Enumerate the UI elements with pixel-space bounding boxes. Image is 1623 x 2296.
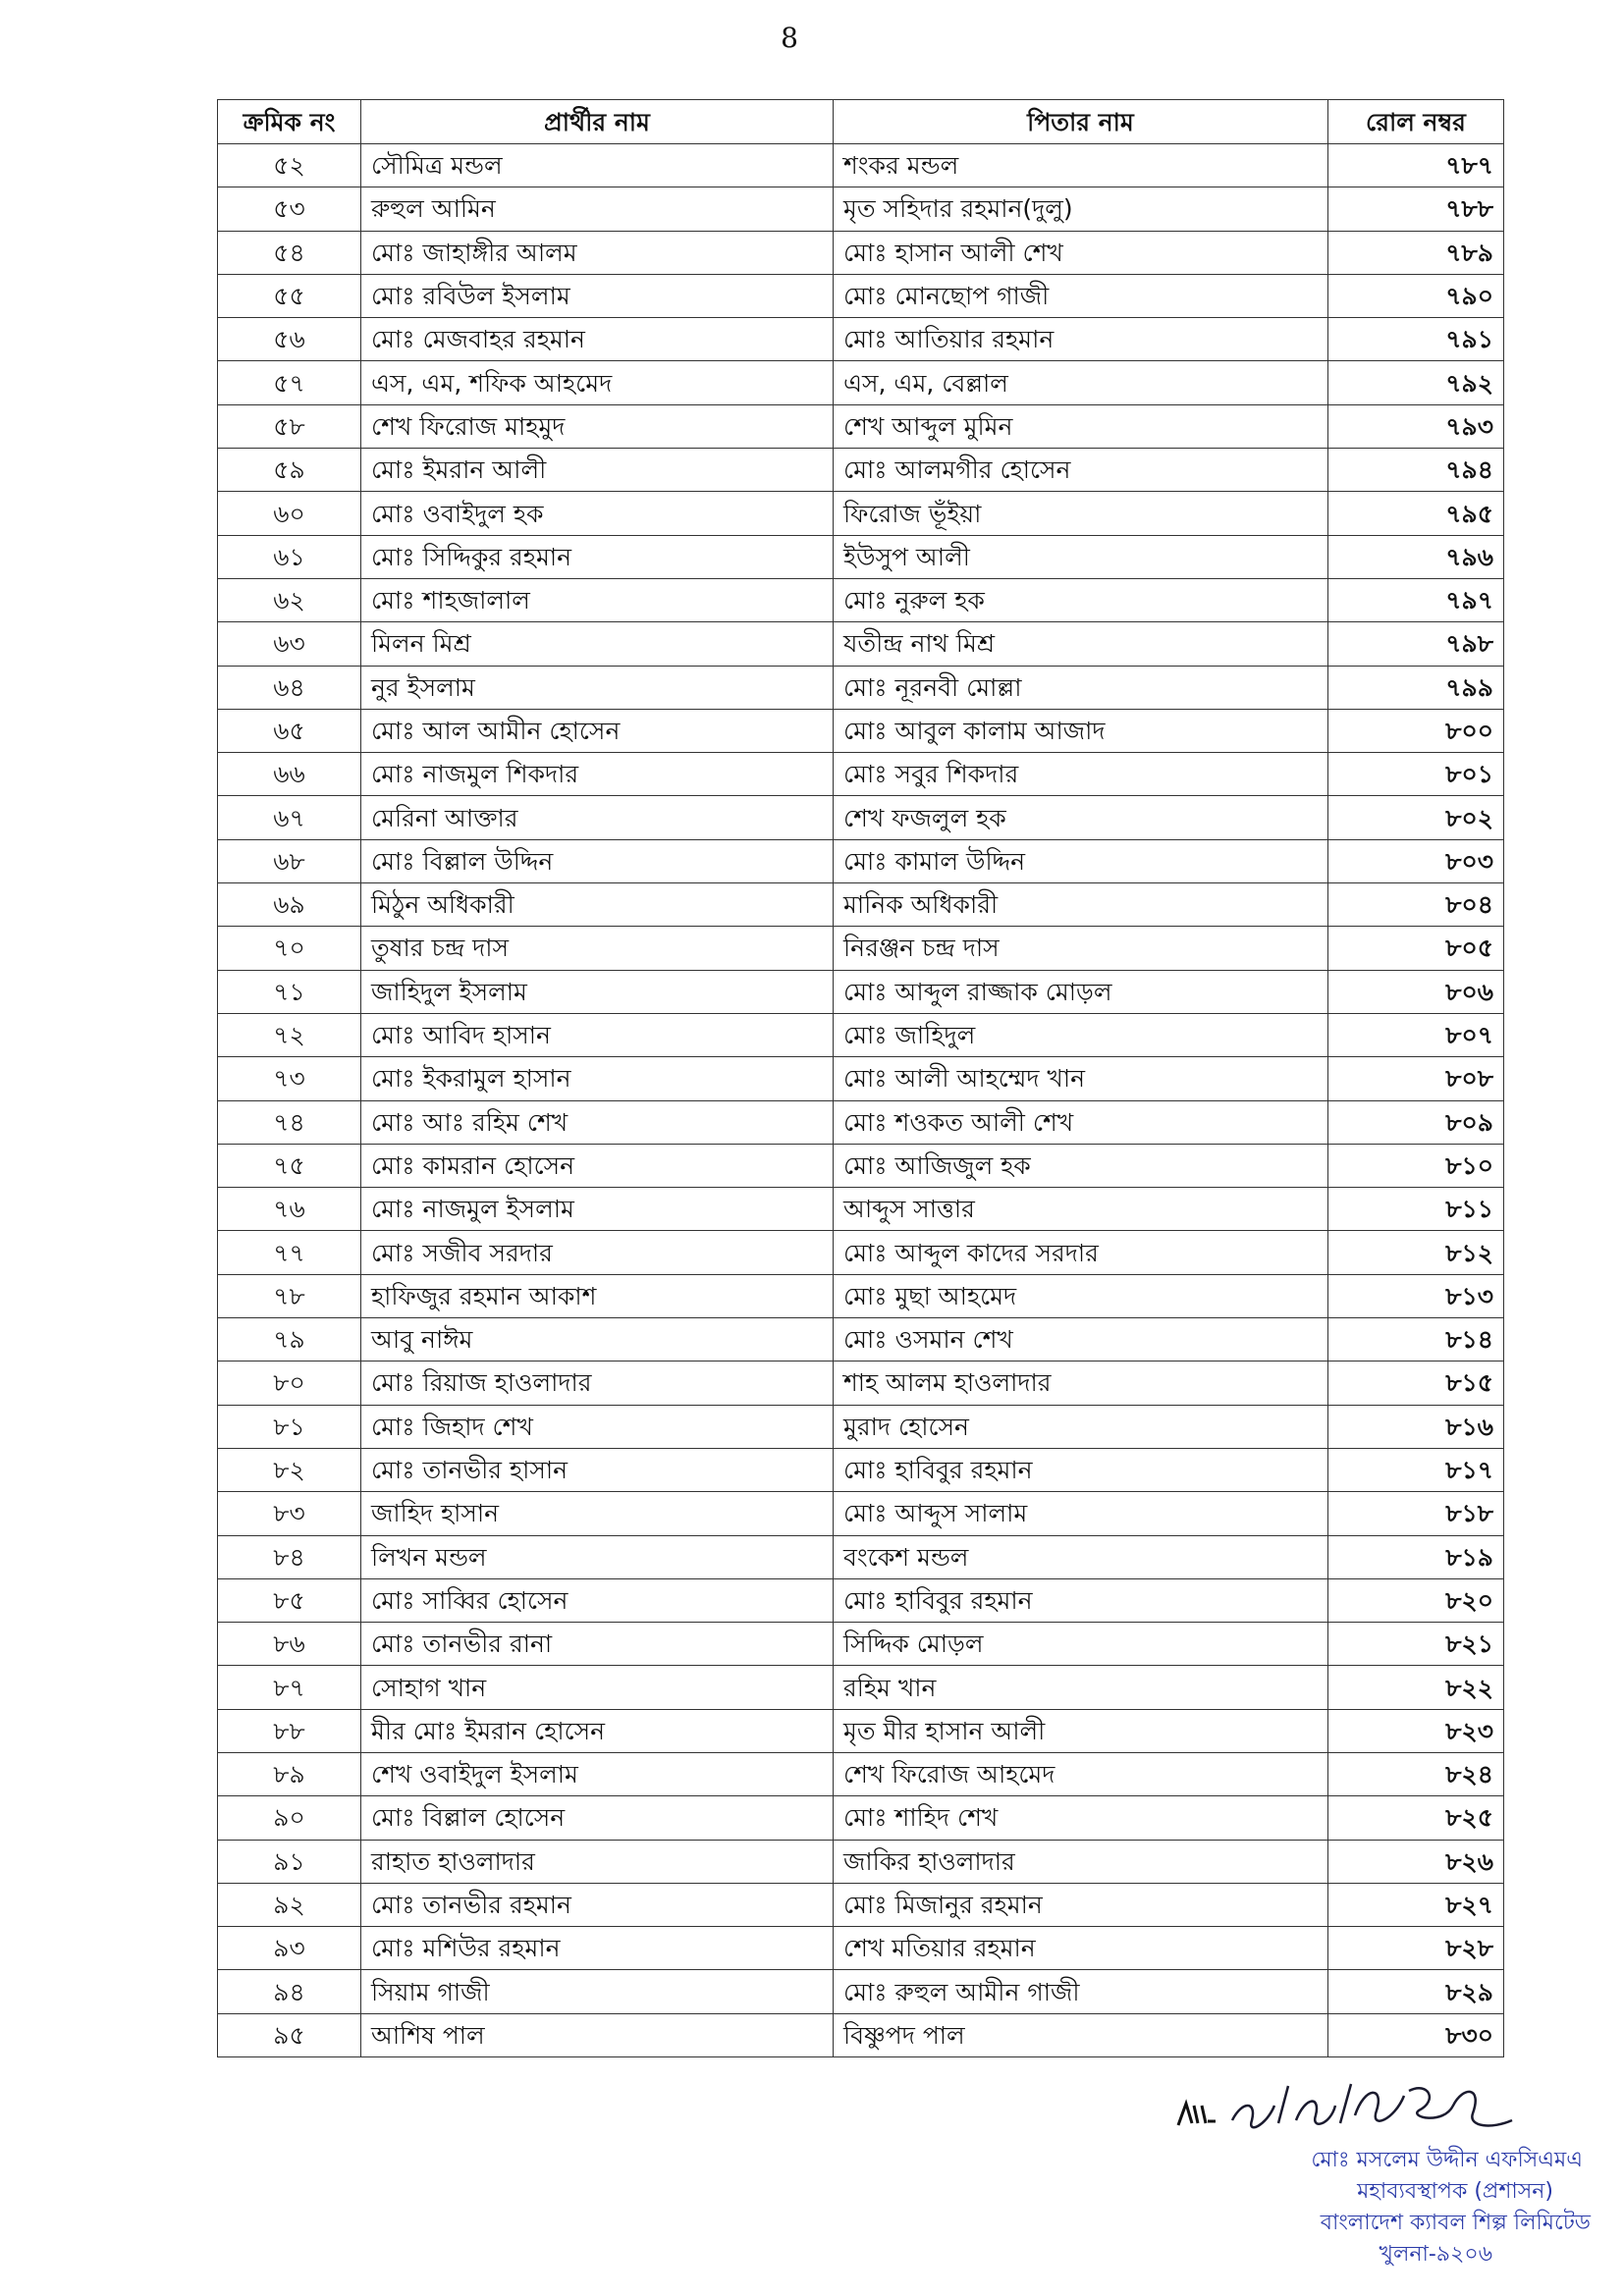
roll-number-cell: ৮০৫ [1328,927,1504,970]
father-name-cell: মোঃ আব্দুল রাজ্জাক মোড়ল [834,970,1328,1013]
serial-cell: ৭৪ [218,1100,361,1144]
candidate-name-cell: মোঃ বিল্লাল হোসেন [361,1796,834,1840]
roll-number-cell: ৭৮৯ [1328,231,1504,274]
serial-cell: ৫৯ [218,449,361,492]
table-row [218,361,1504,404]
serial-cell: ৭১ [218,970,361,1013]
signatory-designation: মহাব্যবস্থাপক (প্রশাসন) [1357,2179,1553,2204]
roll-number-cell: ৮২০ [1328,1578,1504,1622]
serial-cell: ৮০ [218,1362,361,1405]
serial-cell: ৬৫ [218,709,361,752]
candidate-name-cell: মোঃ কামরান হোসেন [361,1144,834,1187]
table-row [218,1578,1504,1622]
roll-number-cell: ৮০১ [1328,753,1504,796]
candidate-name-cell: মোঃ আবিদ হাসান [361,1013,834,1056]
father-name-cell: শেখ আব্দুল মুমিন [834,404,1328,448]
candidate-name-cell: নুর ইসলাম [361,666,834,709]
serial-cell: ৭৩ [218,1057,361,1100]
serial-cell: ৫৩ [218,187,361,231]
roll-number-cell: ৭৯৪ [1328,449,1504,492]
roll-number-cell: ৮১৬ [1328,1405,1504,1448]
header-roll-number: রোল নম্বর [1328,100,1504,144]
roll-number-cell: ৮১৯ [1328,1535,1504,1578]
table-row [218,753,1504,796]
father-name-cell: মোঃ মুছা আহমেদ [834,1274,1328,1317]
father-name-cell: শেখ মতিয়ার রহমান [834,1927,1328,1970]
serial-cell: ৮৩ [218,1492,361,1535]
father-name-cell: মোঃ মোনছোপ গাজী [834,274,1328,317]
roll-number-cell: ৮০৩ [1328,839,1504,882]
table-body [218,144,1504,2057]
serial-cell: ৬৮ [218,839,361,882]
serial-cell: ৭৮ [218,1274,361,1317]
signature-block [1159,2066,1591,2272]
table-row [218,578,1504,621]
father-name-cell: মানিক অধিকারী [834,883,1328,927]
table-row [218,1840,1504,1883]
serial-cell: ৮২ [218,1448,361,1491]
roll-number-cell: ৭৯৩ [1328,404,1504,448]
serial-cell: ৭৫ [218,1144,361,1187]
candidate-name-cell: মোঃ মশিউর রহমান [361,1927,834,1970]
serial-cell: ৯৪ [218,1970,361,2013]
father-name-cell: মোঃ জাহিদুল [834,1013,1328,1056]
father-name-cell: মুরাদ হোসেন [834,1405,1328,1448]
candidate-name-cell: জাহিদুল ইসলাম [361,970,834,1013]
roll-number-cell: ৭৯৬ [1328,535,1504,578]
table-row [218,1274,1504,1317]
candidate-name-cell: শেখ ফিরোজ মাহমুদ [361,404,834,448]
table-row [218,1752,1504,1795]
table-row [218,144,1504,187]
table-row [218,187,1504,231]
father-name-cell: মোঃ শাহিদ শেখ [834,1796,1328,1840]
serial-cell: ৬১ [218,535,361,578]
handwritten-signature [1159,2066,1591,2145]
table-row [218,1057,1504,1100]
roll-number-cell: ৮২৯ [1328,1970,1504,2013]
father-name-cell: মোঃ আলমগীর হোসেন [834,449,1328,492]
father-name-cell: এস, এম, বেল্লাল [834,361,1328,404]
serial-cell: ৫৭ [218,361,361,404]
candidate-name-cell: মোঃ তানভীর হাসান [361,1448,834,1491]
table-row [218,274,1504,317]
father-name-cell: যতীন্দ্র নাথ মিশ্র [834,622,1328,666]
serial-cell: ৫৪ [218,231,361,274]
roll-number-cell: ৮১৮ [1328,1492,1504,1535]
candidate-name-cell: মোঃ ইমরান আলী [361,449,834,492]
serial-cell: ৭০ [218,927,361,970]
father-name-cell: আব্দুস সাত্তার [834,1188,1328,1231]
signatory-city: খুলনা-৯২০৬ [1379,2242,1492,2267]
serial-cell: ৮৮ [218,1709,361,1752]
roll-number-cell: ৮০০ [1328,709,1504,752]
father-name-cell: বিষ্ণুপদ পাল [834,2013,1328,2056]
table-row [218,970,1504,1013]
table-header [218,100,1504,144]
table-row [218,1318,1504,1362]
candidate-name-cell: মোঃ নাজমুল ইসলাম [361,1188,834,1231]
roll-number-cell: ৮১৩ [1328,1274,1504,1317]
father-name-cell: বংকেশ মন্ডল [834,1535,1328,1578]
serial-cell: ৮৯ [218,1752,361,1795]
candidate-name-cell: মোঃ তানভীর রহমান [361,1883,834,1926]
candidate-name-cell: হাফিজুর রহমান আকাশ [361,1274,834,1317]
table-row [218,1448,1504,1491]
father-name-cell: মোঃ আলী আহম্মেদ খান [834,1057,1328,1100]
table-row [218,1188,1504,1231]
roll-number-cell: ৮২১ [1328,1623,1504,1666]
candidate-name-cell: মোঃ তানভীর রানা [361,1623,834,1666]
roll-number-cell: ৮২৭ [1328,1883,1504,1926]
table-row [218,1623,1504,1666]
serial-cell: ৬৪ [218,666,361,709]
roll-number-cell: ৭৮৭ [1328,144,1504,187]
father-name-cell: মোঃ সবুর শিকদার [834,753,1328,796]
father-name-cell: শংকর মন্ডল [834,144,1328,187]
table-row [218,1970,1504,2013]
candidate-name-cell: সিয়াম গাজী [361,1970,834,2013]
father-name-cell: মোঃ মিজানুর রহমান [834,1883,1328,1926]
father-name-cell: শাহ আলম হাওলাদার [834,1362,1328,1405]
father-name-cell: মোঃ আব্দুস সালাম [834,1492,1328,1535]
father-name-cell: মোঃ হাবিবুর রহমান [834,1578,1328,1622]
father-name-cell: শেখ ফিরোজ আহমেদ [834,1752,1328,1795]
table-row [218,1666,1504,1709]
serial-cell: ৯৫ [218,2013,361,2056]
table-row [218,666,1504,709]
father-name-cell: মোঃ আজিজুল হক [834,1144,1328,1187]
roll-number-cell: ৮২২ [1328,1666,1504,1709]
candidate-name-cell: আশিষ পাল [361,2013,834,2056]
roll-number-cell: ৮১৫ [1328,1362,1504,1405]
candidate-name-cell: মোঃ শাহজালাল [361,578,834,621]
father-name-cell: মোঃ ওসমান শেখ [834,1318,1328,1362]
candidate-name-cell: মিঠুন অধিকারী [361,883,834,927]
candidate-name-cell: সোহাগ খান [361,1666,834,1709]
father-name-cell: ইউসুপ আলী [834,535,1328,578]
candidate-name-cell: লিখন মন্ডল [361,1535,834,1578]
serial-cell: ৫২ [218,144,361,187]
candidate-name-cell: মিলন মিশ্র [361,622,834,666]
candidate-name-cell: মোঃ বিল্লাল উদ্দিন [361,839,834,882]
serial-cell: ৫৬ [218,318,361,361]
father-name-cell: নিরঞ্জন চন্দ্র দাস [834,927,1328,970]
roll-number-cell: ৭৯২ [1328,361,1504,404]
roll-number-cell: ৮০২ [1328,796,1504,839]
roll-number-cell: ৮২৬ [1328,1840,1504,1883]
table-row [218,1492,1504,1535]
roll-number-cell: ৭৯৯ [1328,666,1504,709]
table-row [218,1535,1504,1578]
candidate-name-cell: জাহিদ হাসান [361,1492,834,1535]
serial-cell: ৮৪ [218,1535,361,1578]
father-name-cell: মোঃ আবুল কালাম আজাদ [834,709,1328,752]
serial-cell: ৯০ [218,1796,361,1840]
serial-cell: ৬৩ [218,622,361,666]
serial-cell: ৬৭ [218,796,361,839]
roll-number-cell: ৭৯৮ [1328,622,1504,666]
roll-number-cell: ৭৮৮ [1328,187,1504,231]
table-row [218,796,1504,839]
candidate-name-cell: তুষার চন্দ্র দাস [361,927,834,970]
candidate-name-cell: এস, এম, শফিক আহমেদ [361,361,834,404]
serial-cell: ৯৩ [218,1927,361,1970]
candidate-name-cell: মোঃ নাজমুল শিকদার [361,753,834,796]
candidate-name-cell: মোঃ আল আমীন হোসেন [361,709,834,752]
table-row [218,231,1504,274]
table-row [218,1231,1504,1274]
father-name-cell: মোঃ হাসান আলী শেখ [834,231,1328,274]
candidate-name-cell: মোঃ জিহাদ শেখ [361,1405,834,1448]
roll-number-cell: ৮২৩ [1328,1709,1504,1752]
father-name-cell: মোঃ নূরনবী মোল্লা [834,666,1328,709]
roll-number-cell: ৭৯৭ [1328,578,1504,621]
serial-cell: ৬৯ [218,883,361,927]
page-number: 8 [781,22,798,54]
roll-number-cell: ৮০৯ [1328,1100,1504,1144]
father-name-cell: জাকির হাওলাদার [834,1840,1328,1883]
signatory-organization: বাংলাদেশ ক্যাবল শিল্প লিমিটেড [1320,2211,1591,2235]
candidate-table [217,99,1504,2057]
serial-cell: ৮৬ [218,1623,361,1666]
father-name-cell: মোঃ কামাল উদ্দিন [834,839,1328,882]
serial-cell: ৮১ [218,1405,361,1448]
father-name-cell: মোঃ আতিয়ার রহমান [834,318,1328,361]
roll-number-cell: ৮৩০ [1328,2013,1504,2056]
candidate-name-cell: সৌমিত্র মন্ডল [361,144,834,187]
candidate-name-cell: মোঃ ওবাইদুল হক [361,492,834,535]
serial-cell: ৫৮ [218,404,361,448]
roll-number-cell: ৮১১ [1328,1188,1504,1231]
table-row [218,1100,1504,1144]
serial-cell: ৭৬ [218,1188,361,1231]
table-row [218,1796,1504,1840]
candidate-name-cell: মোঃ রিয়াজ হাওলাদার [361,1362,834,1405]
candidate-name-cell: রুহুল আমিন [361,187,834,231]
table-row [218,1405,1504,1448]
candidate-name-cell: মোঃ ইকরামুল হাসান [361,1057,834,1100]
roll-number-cell: ৮০৭ [1328,1013,1504,1056]
roll-number-cell: ৮১০ [1328,1144,1504,1187]
table-row [218,927,1504,970]
serial-cell: ৭৭ [218,1231,361,1274]
candidate-name-cell: মোঃ আঃ রহিম শেখ [361,1100,834,1144]
table-row [218,1709,1504,1752]
table-row [218,622,1504,666]
header-father-name: পিতার নাম [834,100,1328,144]
serial-cell: ৮৫ [218,1578,361,1622]
father-name-cell: রহিম খান [834,1666,1328,1709]
candidate-name-cell: মোঃ রবিউল ইসলাম [361,274,834,317]
roll-number-cell: ৮০৪ [1328,883,1504,927]
table-row [218,318,1504,361]
table-row [218,449,1504,492]
signatory-name: মোঃ মসলেম উদ্দীন এফসিএমএ [1311,2148,1583,2172]
candidate-name-cell: মোঃ সিদ্দিকুর রহমান [361,535,834,578]
father-name-cell: মোঃ আব্দুল কাদের সরদার [834,1231,1328,1274]
candidate-name-cell: রাহাত হাওলাদার [361,1840,834,1883]
father-name-cell: সিদ্দিক মোড়ল [834,1623,1328,1666]
serial-cell: ৬৬ [218,753,361,796]
table-row [218,709,1504,752]
roll-number-cell: ৮১২ [1328,1231,1504,1274]
roll-number-cell: ৮২৫ [1328,1796,1504,1840]
serial-cell: ৬০ [218,492,361,535]
serial-cell: ৭৯ [218,1318,361,1362]
serial-cell: ৭২ [218,1013,361,1056]
candidate-name-cell: আবু নাঈম [361,1318,834,1362]
roll-number-cell: ৮২৮ [1328,1927,1504,1970]
roll-number-cell: ৭৯০ [1328,274,1504,317]
roll-number-cell: ৮১৪ [1328,1318,1504,1362]
roll-number-cell: ৭৯৫ [1328,492,1504,535]
table-row [218,535,1504,578]
serial-cell: ৬২ [218,578,361,621]
table-row [218,1013,1504,1056]
table-row [218,404,1504,448]
roll-number-cell: ৮১৭ [1328,1448,1504,1491]
header-candidate-name: প্রার্থীর নাম [361,100,834,144]
candidate-name-cell: মোঃ মেজবাহর রহমান [361,318,834,361]
serial-cell: ৯২ [218,1883,361,1926]
table-row [218,1144,1504,1187]
father-name-cell: মোঃ শওকত আলী শেখ [834,1100,1328,1144]
header-serial: ক্রমিক নং [218,100,361,144]
candidate-name-cell: মেরিনা আক্তার [361,796,834,839]
serial-cell: ৫৫ [218,274,361,317]
table-row [218,1883,1504,1926]
father-name-cell: মোঃ হাবিবুর রহমান [834,1448,1328,1491]
roll-number-cell: ৮০৬ [1328,970,1504,1013]
candidate-name-cell: মীর মোঃ ইমরান হোসেন [361,1709,834,1752]
table-row [218,839,1504,882]
father-name-cell: শেখ ফজলুল হক [834,796,1328,839]
father-name-cell: ফিরোজ ভূঁইয়া [834,492,1328,535]
table-row [218,2013,1504,2056]
serial-cell: ৮৭ [218,1666,361,1709]
roll-number-cell: ৮২৪ [1328,1752,1504,1795]
father-name-cell: মৃত সহিদার রহমান(দুলু) [834,187,1328,231]
father-name-cell: মৃত মীর হাসান আলী [834,1709,1328,1752]
candidate-name-cell: মোঃ জাহাঙ্গীর আলম [361,231,834,274]
father-name-cell: মোঃ রুহুল আমীন গাজী [834,1970,1328,2013]
candidate-name-cell: মোঃ সজীব সরদার [361,1231,834,1274]
candidate-name-cell: শেখ ওবাইদুল ইসলাম [361,1752,834,1795]
father-name-cell: মোঃ নুরুল হক [834,578,1328,621]
table-row [218,883,1504,927]
table-row [218,1362,1504,1405]
table-row [218,492,1504,535]
candidate-name-cell: মোঃ সাব্বির হোসেন [361,1578,834,1622]
roll-number-cell: ৮০৮ [1328,1057,1504,1100]
roll-number-cell: ৭৯১ [1328,318,1504,361]
table-row [218,1927,1504,1970]
serial-cell: ৯১ [218,1840,361,1883]
